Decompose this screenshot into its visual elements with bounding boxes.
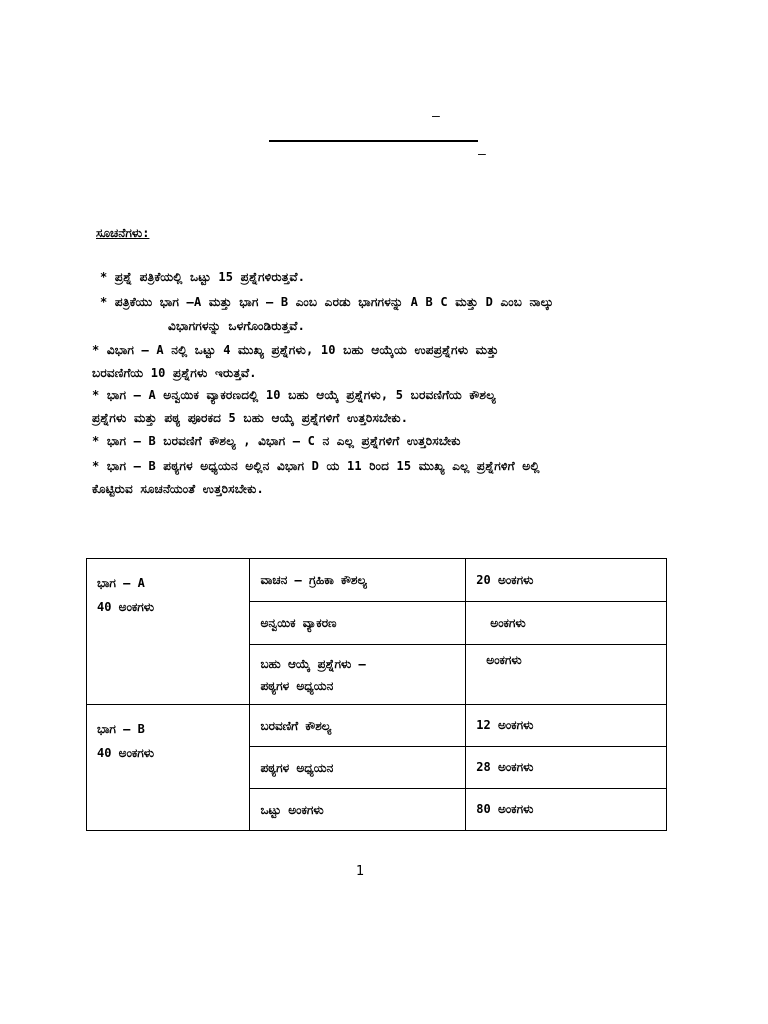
instruction-line: ಬರವಣಿಗೆಯ 10 ಪ್ರಶ್ನೆಗಳು ಇರುತ್ತವೆ.	[92, 366, 257, 380]
instruction-line: * ಭಾಗ – A ಅನ್ವಯಿಕ ವ್ಯಾಕರಣದಲ್ಲಿ 10 ಬಹು ಆಯ್ಕೆ ಪ್ರಶ್ನೆಗಳು, 5 ಬರವಣಿಗೆಯ ಕೌಶಲ್ಯ	[92, 388, 496, 402]
section-marks: 28 ಅಂಕಗಳು	[466, 747, 667, 789]
section-description	[250, 645, 466, 705]
section-marks: 12 ಅಂಕಗಳು	[466, 705, 667, 747]
section-description: ಒಟ್ಟು ಅಂಕಗಳು	[250, 789, 466, 831]
instruction-line: * ಪತ್ರಿಕೆಯು ಭಾಗ –A ಮತ್ತು ಭಾಗ – B ಎಂಬ ಎರಡು ಭಾಗಗಳನ್ನು A B C ಮತ್ತು D ಎಂಬ ನಾಲ್ಕು	[100, 295, 554, 309]
part-b-cell	[87, 705, 250, 831]
instruction-line: * ಭಾಗ – B ಬರವಣಿಗೆ ಕೌಶಲ್ಯ , ವಿಭಾಗ – C ನ ಎಲ್ಲ ಪ್ರಶ್ನೆಗಳಿಗೆ ಉತ್ತರಿಸಬೇಕು	[92, 434, 461, 448]
instruction-line: * ಭಾಗ – B ಪಠ್ಯಗಳ ಅಧ್ಯಯನ ಅಲ್ಲಿನ ವಿಭಾಗ D ಯ 11 ರಿಂದ 15 ಮುಖ್ಯ ಎಲ್ಲ ಪ್ರಶ್ನೆಗಳಿಗೆ ಅಲ್ಲಿ	[92, 459, 540, 473]
instruction-line: ಪ್ರಶ್ನೆಗಳು ಮತ್ತು ಪಠ್ಯ ಪೂರಕದ 5 ಬಹು ಆಯ್ಕೆ ಪ್ರಶ್ನೆಗಳಿಗೆ ಉತ್ತರಿಸಬೇಕು.	[92, 411, 409, 425]
part-a-name: ಭಾಗ – A	[97, 576, 145, 590]
page-number: 1	[356, 864, 365, 879]
marks-table	[86, 558, 667, 831]
instructions-heading: ಸೂಚನೆಗಳು:	[96, 226, 150, 240]
table-row	[87, 705, 667, 747]
section-marks: 80 ಅಂಕಗಳು	[466, 789, 667, 831]
section-marks: ಅಂಕಗಳು	[466, 645, 667, 705]
section-description-line: ಬಹು ಆಯ್ಕೆ ಪ್ರಶ್ನೆಗಳು –	[260, 656, 366, 671]
header-dash-top: –	[432, 109, 440, 124]
title-underline	[269, 140, 478, 142]
section-description-line: ಪಠ್ಯಗಳ ಅಧ್ಯಯನ	[260, 678, 334, 693]
part-a-marks: 40 ಅಂಕಗಳು	[97, 600, 155, 614]
instruction-line: ಕೊಟ್ಟಿರುವ ಸೂಚನೆಯಂತೆ ಉತ್ತರಿಸಬೇಕು.	[92, 482, 264, 496]
section-description: ಅನ್ವಯಿಕ ವ್ಯಾಕರಣ	[250, 602, 466, 645]
instruction-line: * ಪ್ರಶ್ನೆ ಪತ್ರಿಕೆಯಲ್ಲಿ ಒಟ್ಟು 15 ಪ್ರಶ್ನೆಗಳಿರುತ್ತವೆ.	[100, 270, 306, 284]
instruction-line: * ವಿಭಾಗ – A ನಲ್ಲಿ ಒಟ್ಟು 4 ಮುಖ್ಯ ಪ್ರಶ್ನೆಗಳು, 10 ಬಹು ಆಯ್ಕೆಯ ಉಪಪ್ರಶ್ನೆಗಳು ಮತ್ತು	[92, 343, 499, 357]
section-description: ಬರವಣಿಗೆ ಕೌಶಲ್ಯ	[250, 705, 466, 747]
header-dash-bottom: –	[478, 147, 486, 162]
section-marks: 20 ಅಂಕಗಳು	[466, 559, 667, 602]
instruction-line: ವಿಭಾಗಗಳನ್ನು ಒಳಗೊಂಡಿರುತ್ತವೆ.	[168, 319, 306, 333]
section-description: ವಾಚನ – ಗ್ರಹಿಕಾ ಕೌಶಲ್ಯ	[250, 559, 466, 602]
part-b-marks: 40 ಅಂಕಗಳು	[97, 746, 155, 760]
section-marks: ಅಂಕಗಳು	[466, 602, 667, 645]
table-row	[87, 559, 667, 602]
part-a-cell	[87, 559, 250, 705]
section-description: ಪಠ್ಯಗಳ ಅಧ್ಯಯನ	[250, 747, 466, 789]
part-b-name: ಭಾಗ – B	[97, 722, 145, 736]
